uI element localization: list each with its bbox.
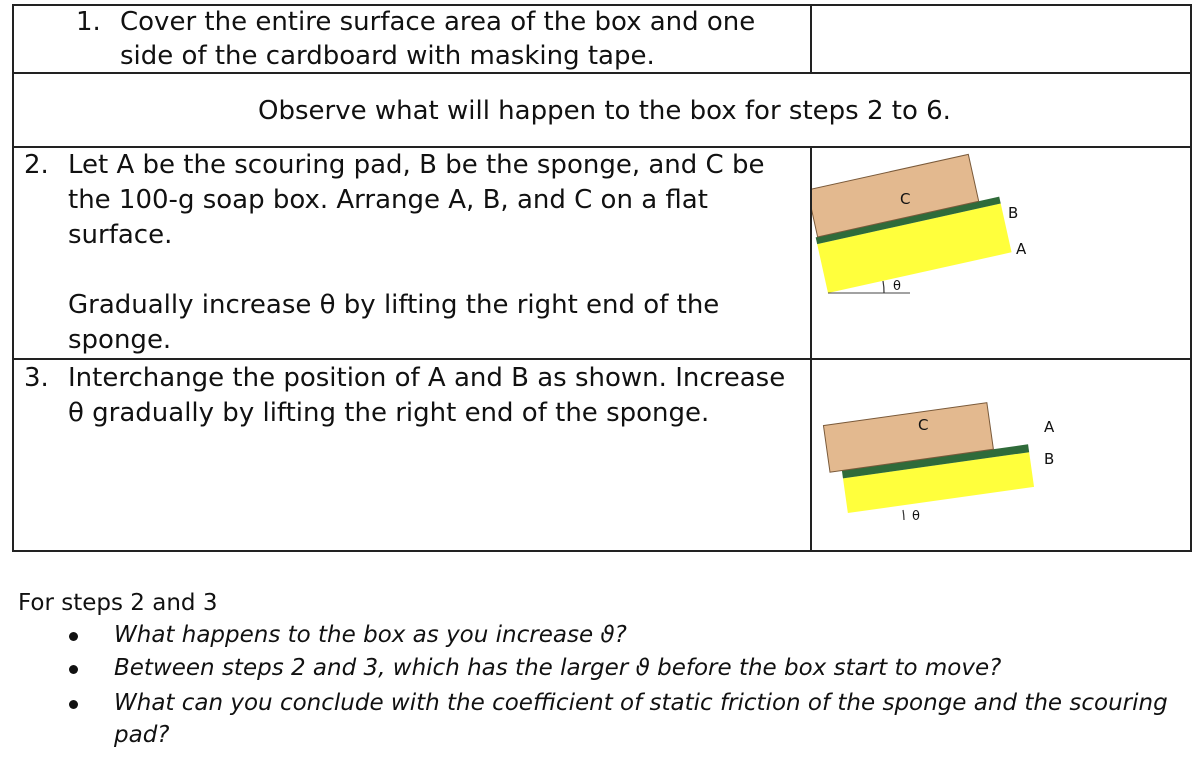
- bullet-1: [69, 632, 78, 641]
- angle-arc: [883, 281, 884, 293]
- table-right-border-rows34: [1190, 146, 1192, 552]
- step-2-extra-line-1: Gradually increase θ by lifting the right end of the: [68, 290, 720, 320]
- step-1-line-1: Cover the entire surface area of the box and one: [120, 7, 756, 37]
- step-3-line-2: θ gradually by lifting the right end of the sponge.: [68, 398, 710, 428]
- bottom-layer-label: A: [1016, 240, 1027, 258]
- bottom-layer-label: B: [1044, 450, 1055, 468]
- table-left-border-row1: [12, 4, 14, 74]
- step-1-line-2: side of the cardboard with masking tape.: [120, 41, 655, 71]
- question-3-line-2: pad?: [114, 722, 170, 748]
- angle-arc: [903, 510, 904, 520]
- table-mid-divider-row1: [810, 4, 812, 74]
- question-1: What happens to the box as you increase ϑ?: [114, 622, 627, 648]
- observe-instruction: Observe what will happen to the box for steps 2 to 6.: [258, 96, 951, 126]
- step-3-diagram: [812, 360, 1188, 550]
- box-label: C: [918, 416, 929, 434]
- step-3-number: 3.: [24, 363, 49, 393]
- bullet-3: [69, 700, 78, 709]
- step-2-number: 2.: [24, 150, 49, 180]
- table-left-border-row2: [12, 72, 14, 148]
- question-3-line-1: What can you conclude with the coefficient of static friction of the sponge and the scouring: [114, 690, 1168, 716]
- top-layer-label: B: [1008, 204, 1019, 222]
- step-3-line-1: Interchange the position of A and B as shown. Increase: [68, 363, 786, 393]
- angle-label: θ: [912, 509, 920, 524]
- table-left-border-rows34: [12, 146, 14, 552]
- step-1-number: 1.: [76, 7, 101, 37]
- bullet-2: [69, 665, 78, 674]
- box-label: C: [900, 190, 911, 208]
- step-2-line-2: the 100-g soap box. Arrange A, B, and C on a flat: [68, 185, 708, 215]
- step-2-extra-line-2: sponge.: [68, 325, 172, 355]
- top-layer-label: A: [1044, 418, 1055, 436]
- table-right-border-row1: [1190, 4, 1192, 74]
- step-2-line-3: surface.: [68, 220, 173, 250]
- table-right-border-row2: [1190, 72, 1192, 148]
- question-2: Between steps 2 and 3, which has the larger ϑ before the box start to move?: [114, 655, 1002, 681]
- angle-label: θ: [893, 279, 901, 294]
- table-bottom-border: [12, 550, 1192, 552]
- step-2-line-1: Let A be the scouring pad, B be the sponge, and C be: [68, 150, 765, 180]
- step-2-diagram: [812, 148, 1188, 358]
- questions-heading: For steps 2 and 3: [18, 590, 218, 616]
